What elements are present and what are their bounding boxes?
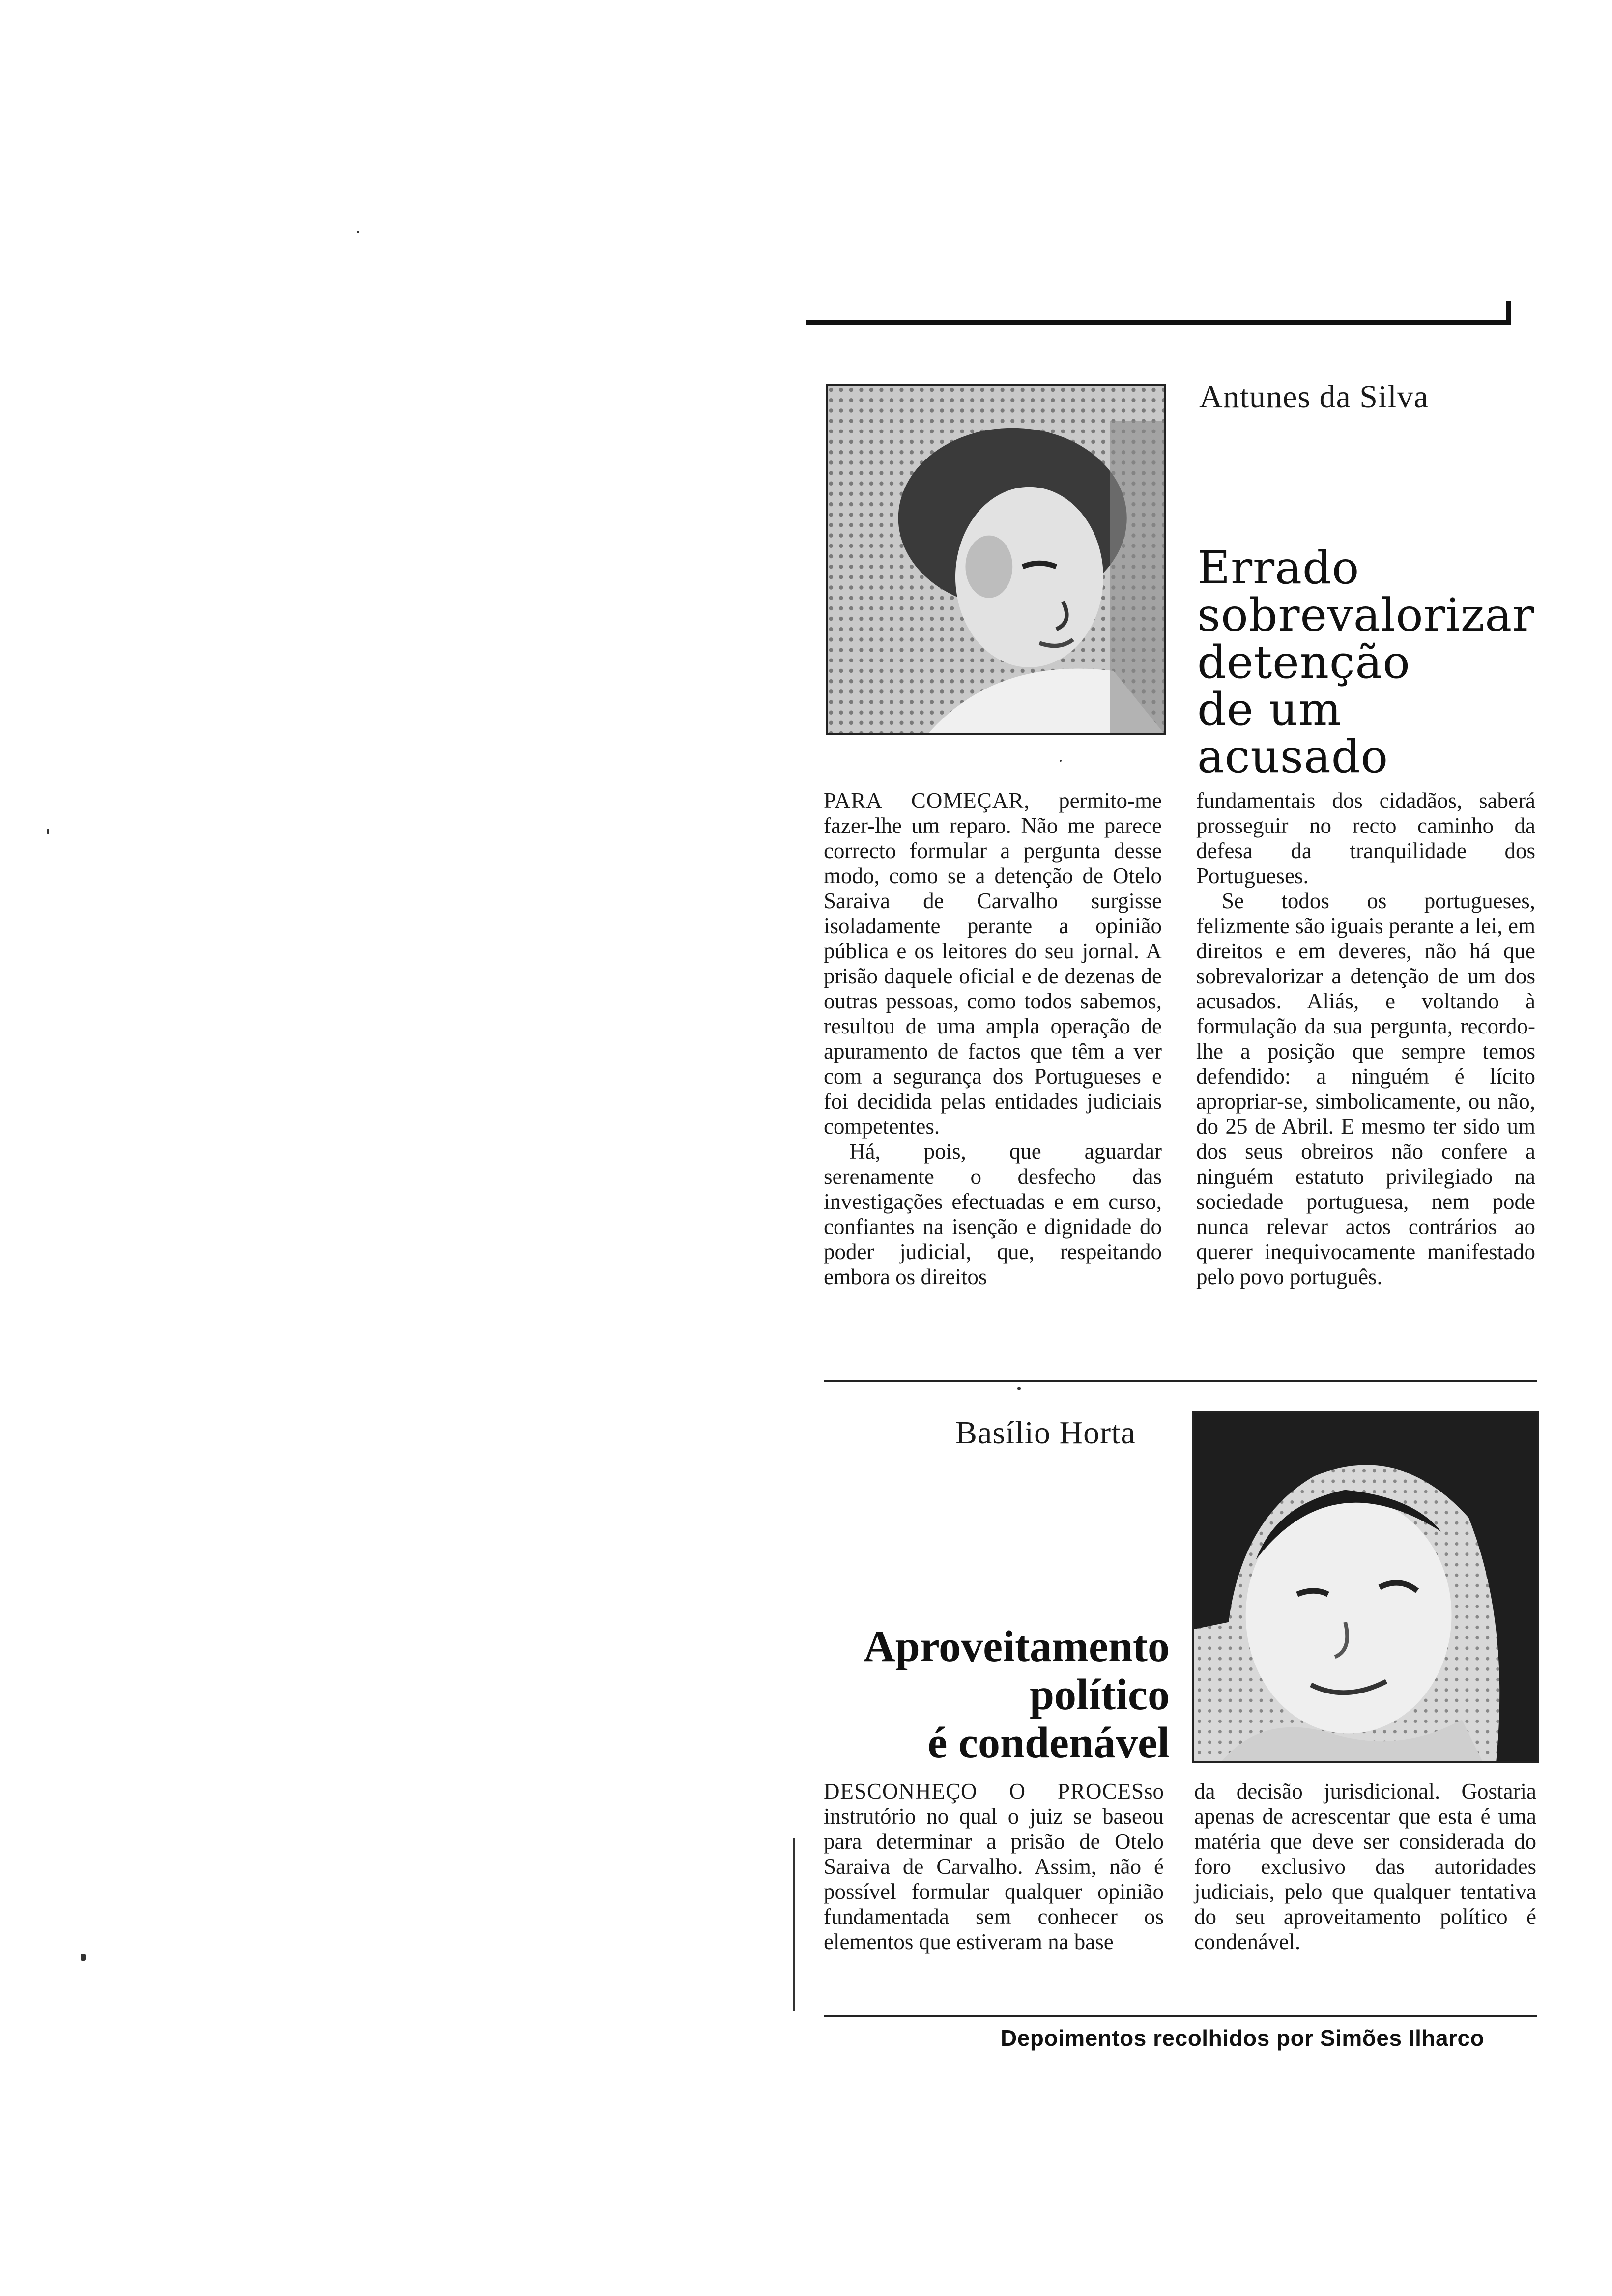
paragraph: Há, pois, que aguardar serenamente o desfecho das investigações efectuadas e em curso, confiantes na isenção e dignidade do poder judicial, que, respeitando embora os direitos — [824, 1139, 1162, 1289]
footer-divider — [824, 2015, 1537, 2017]
paragraph: fundamentais dos cidadãos, saberá prosseguir no recto caminho da defesa da tranquilidade dos Portugueses. — [1196, 788, 1535, 888]
scan-speck — [1017, 1387, 1021, 1390]
headline-line: é condenável — [927, 1719, 1170, 1767]
paragraph: Se todos os portugueses, felizmente são iguais perante a lei, em direitos e em deveres, não há que sobrevalorizar a detenção de um dos acusados. Aliás, e voltando à formulação da sua pergunta, recordo-lhe a posição que sempre temos defendido: a ninguém é lícito apropriar-se, simbolicamente, ou não, do 25 de Abril. E mesmo ter sido um dos seus obreiros não confere a ninguém estatuto privilegiado na sociedade portuguesa, nem pode nunca relevar actos contrários ao querer inequivocamente manifestado pelo povo português. — [1196, 889, 1535, 1289]
top-rule-tick — [1506, 301, 1511, 325]
paragraph: so instrutório no qual o juiz se baseou para determinar a prisão de Otelo Saraiva de Carvalho. Assim, não é possível formular qualquer opinião fundamentada sem conhecer os elementos que estiveram na base — [824, 1779, 1164, 1954]
headline-line: Aproveitamento — [863, 1622, 1170, 1671]
article1-column-1 — [824, 788, 1162, 1290]
photo-basilio-horta — [1192, 1411, 1539, 1763]
lead-in: PARA COMEÇAR — [824, 788, 1024, 813]
lead-in: DESCONHEÇO O PROCES — [824, 1779, 1144, 1804]
scan-speck — [47, 829, 49, 834]
headline-errado-sobrevalorizar — [1197, 542, 1535, 783]
headline-aproveitamento-politico — [806, 1623, 1170, 1767]
article2-column-2 — [1194, 1779, 1536, 1954]
headline-line: político — [1030, 1670, 1170, 1719]
headline-line: de um acusado — [1197, 683, 1388, 783]
headline-line: sobrevalorizar — [1197, 589, 1535, 641]
portrait-image — [1194, 1413, 1537, 1761]
byline-basilio-horta: Basílio Horta — [955, 1415, 1136, 1451]
headline-line: Errado — [1197, 542, 1360, 594]
article2-column-1 — [824, 1779, 1164, 1954]
margin-mark — [793, 1838, 795, 2011]
scan-speck — [81, 1954, 86, 1961]
headline-line: detenção — [1197, 636, 1410, 689]
portrait-image — [828, 386, 1164, 733]
article1-column-2 — [1196, 788, 1535, 1290]
photo-antunes-da-silva — [826, 384, 1166, 735]
top-rule — [806, 320, 1510, 325]
credit-line: Depoimentos recolhidos por Simões Ilharco — [1001, 2025, 1485, 2051]
section-divider — [824, 1380, 1537, 1382]
scan-speck — [1060, 760, 1062, 762]
paragraph: da decisão jurisdicional. Gostaria apenas de acrescentar que esta é uma matéria que deve ser considerada do foro exclusivo das autoridades judiciais, pelo que qualquer tentativa do seu aproveitamento político é condenável. — [1194, 1779, 1536, 1954]
paragraph: , permito-me fazer-lhe um reparo. Não me parece correcto formular a pergunta desse modo, como se a detenção de Otelo Saraiva de Carvalho surgisse isoladamente perante a opinião pública e os leitores do seu jornal. A prisão daquele oficial e de dezenas de outras pessoas, como todos sabemos, resultou de uma ampla operação de apuramento de factos que têm a ver com a segurança dos Portugueses e foi decidida pelas entidades judiciais competentes. — [824, 788, 1162, 1139]
byline-antunes-da-silva: Antunes da Silva — [1199, 379, 1429, 415]
scan-speck — [357, 231, 359, 233]
